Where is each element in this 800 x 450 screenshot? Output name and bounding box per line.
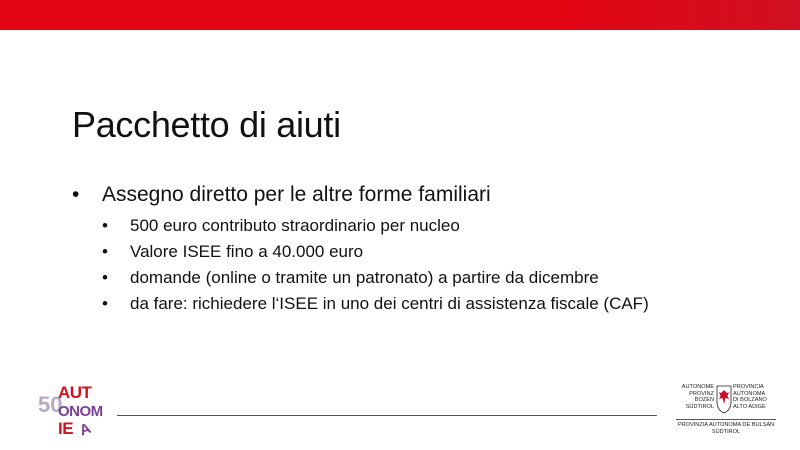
logo-separator <box>676 419 776 420</box>
logo-row1: AUT <box>58 383 92 402</box>
sub-bullet-item: • Valore ISEE fino a 40.000 euro <box>102 239 772 265</box>
logo-text-line: SÜDTIROL <box>685 403 714 410</box>
top-red-bar <box>0 0 800 30</box>
autonomie-50-logo <box>36 378 126 442</box>
bullet-text: Assegno diretto per le altre forme familiari <box>102 183 491 206</box>
logo-text-line: AUTONOMA <box>733 390 766 397</box>
logo-number: 50 <box>38 392 63 417</box>
sub-bullet-item: • domande (online o tramite un patronato) a partire da dicembre <box>102 265 772 291</box>
logo-row2: ONOM <box>58 403 103 420</box>
logo-text-line: AUTONOME <box>681 384 714 390</box>
logo-text-line: PROVINZIA AUTONOMA DE BULSAN <box>677 422 775 428</box>
eagle-coat-of-arms-icon <box>716 384 732 414</box>
logo-text-line: PROVINCIA <box>733 384 764 390</box>
autonomie-50-logo-graphic <box>36 378 126 442</box>
logo-german-block <box>670 384 714 410</box>
sub-bullet-list <box>102 213 772 317</box>
slide-title: Pacchetto di aiuti <box>72 104 341 145</box>
bullet-item <box>72 181 772 317</box>
footer-divider <box>117 415 657 416</box>
bullet-list <box>72 181 772 317</box>
logo-text-line: DI BOLZANO <box>733 397 767 404</box>
logo-tail: A <box>77 419 94 440</box>
logo-row3: IE <box>58 419 74 438</box>
logo-text-line: SÜDTIROL <box>711 428 741 435</box>
sub-bullet-item: • 500 euro contributo straordinario per nucleo <box>102 213 772 239</box>
logo-text-line: BOZEN <box>694 397 714 404</box>
logo-italian-block <box>733 384 767 410</box>
logo-text-line: ALTO ADIGE <box>733 403 766 410</box>
sub-bullet-item: • da fare: richiedere l‘ISEE in uno dei centri di assistenza fiscale (CAF) <box>102 291 772 317</box>
logo-ladin-block <box>670 422 782 435</box>
logo-text-line: PROVINZ <box>689 390 714 397</box>
provincia-bolzano-logo <box>670 380 782 440</box>
